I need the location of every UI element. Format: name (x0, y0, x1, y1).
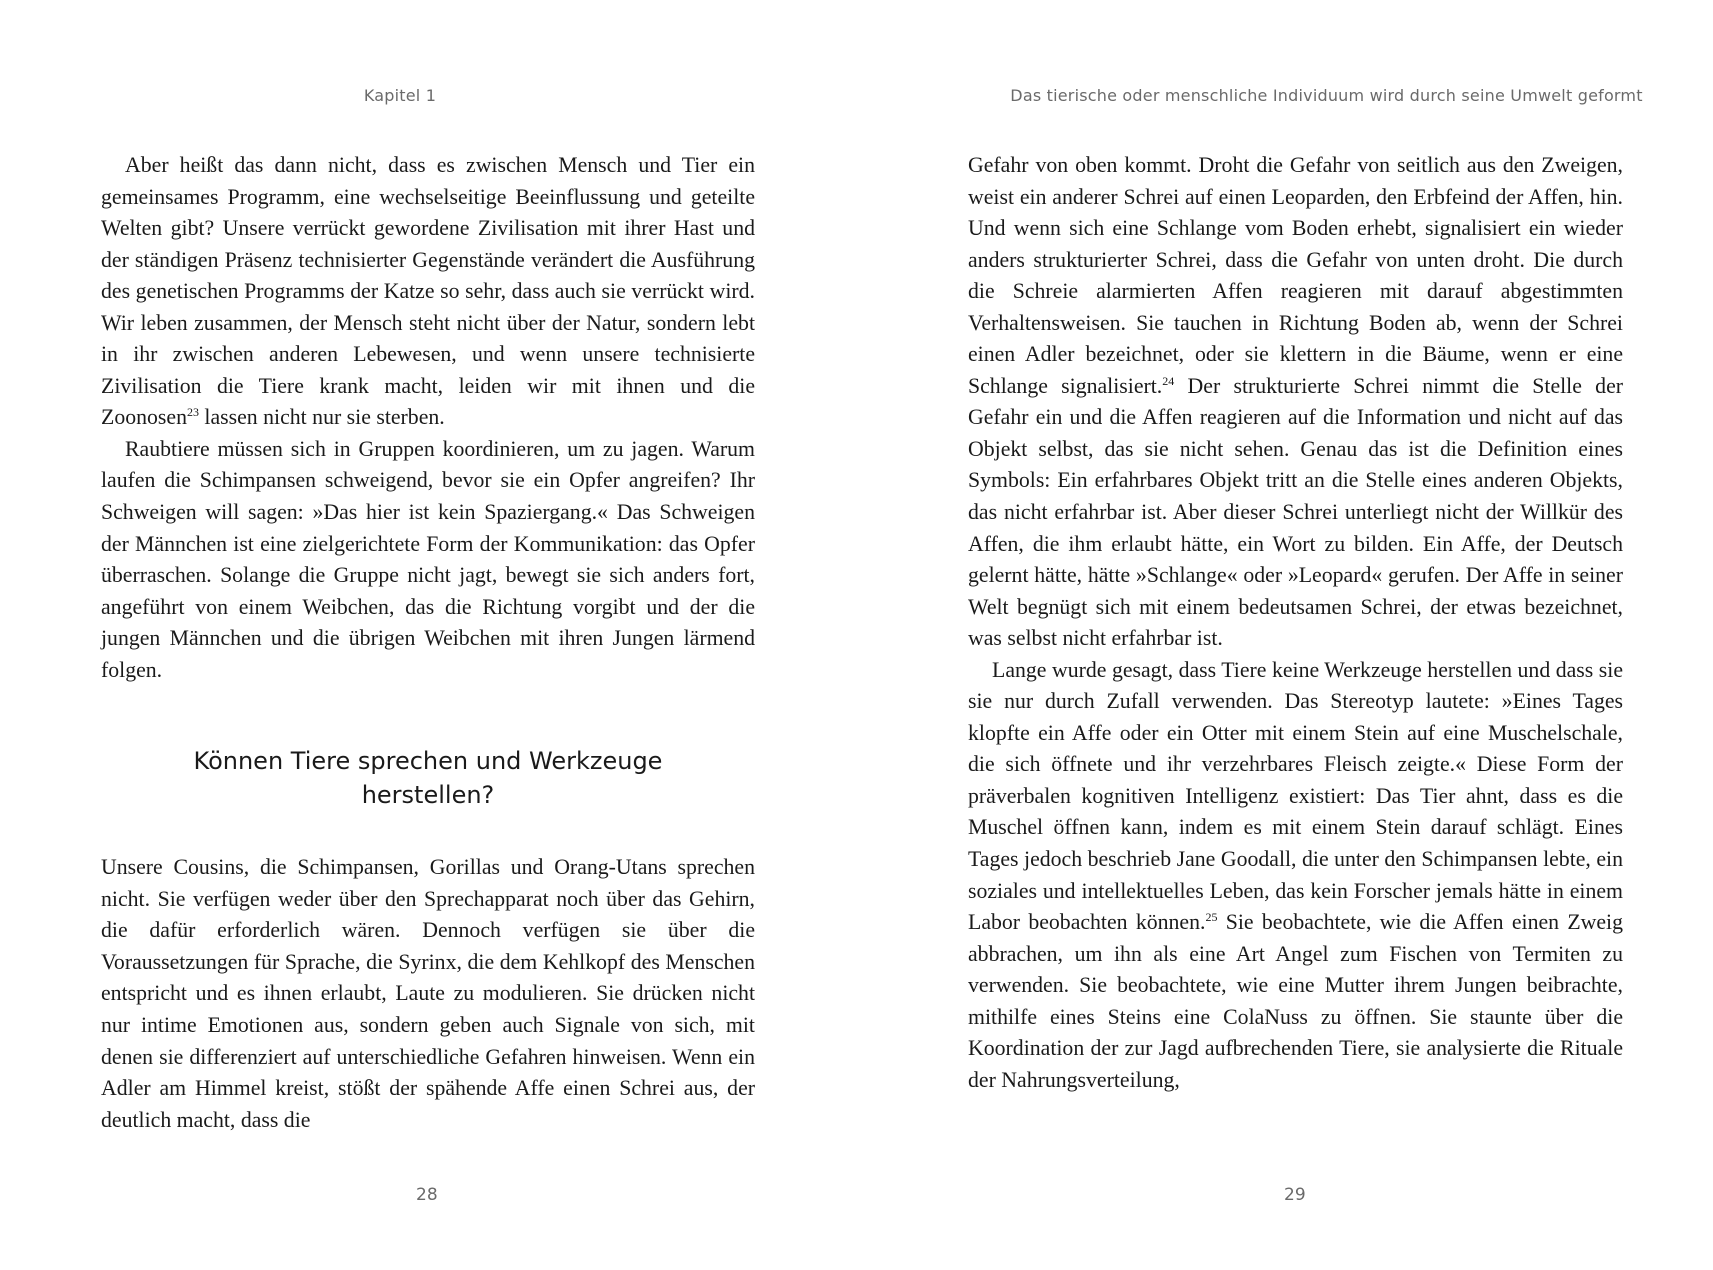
page-number-right: 29 (1284, 1185, 1306, 1205)
page-number-left: 28 (416, 1185, 438, 1205)
paragraph (968, 150, 1623, 655)
footnote-ref[interactable]: 24 (1162, 373, 1175, 388)
section-heading-line: Können Tiere sprechen und Werkzeuge (193, 747, 663, 776)
left-text-block (101, 150, 755, 1136)
paragraph (968, 655, 1623, 1097)
running-head-right: Das tierische oder menschliche Individuum wird durch seine Umwelt geformt (1010, 86, 1643, 105)
paragraph (101, 150, 755, 434)
footnote-ref[interactable]: 25 (1205, 910, 1218, 925)
paragraph-text: Der strukturierte Schrei nimmt die Stelle der Gefahr ein und die Affen reagieren auf die Information und nicht auf das Objekt selbst, das sie nicht sehen. Genau das ist die Definition eines Symbols: Ein erfahrbares Objekt tritt an die Stelle eines anderen Objekts, das nicht erfahrbar ist. Aber dieser Schrei unterliegt nicht der Willkür des Affen, die ihm erlaubt hätte, ein Wort zu bilden. Ein Affe, der Deutsch gelernt hätte, hätte »Schlange« oder »Leopard« gerufen. Der Affe in seiner Welt begnügt sich mit einem bedeutsamen Schrei, der etwas bezeichnet, was selbst nicht erfahrbar ist. (968, 373, 1623, 651)
section-heading (101, 744, 755, 812)
paragraph-text: Gefahr von oben kommt. Droht die Gefahr von seitlich aus den Zweigen, weist ein anderer Schrei auf einen Leoparden, den Erbfeind der Affen, hin. Und wenn sich eine Schlange vom Boden erhebt, signalisiert ein wieder anders strukturierter Schrei, dass die Gefahr von unten droht. Die durch die Schreie alarmierten Affen reagieren mit darauf abgestimmten Verhaltensweisen. Sie tauchen in Richtung Boden ab, wenn der Schrei einen Adler bezeichnet, oder sie klettern in die Bäume, wenn er eine Schlange signalisiert. (968, 153, 1623, 398)
footnote-ref[interactable]: 23 (186, 405, 199, 420)
paragraph-text: Sie beobachtete, wie die Affen einen Zweig abbrachen, um ihn als eine Art Angel zum Fischen von Termiten zu verwenden. Sie beobachtete, wie eine Mutter ihrem Jungen beibrachte, mithilfe eines Steins eine ColaNuss zu öffnen. Sie staunte über die Koordination der zur Jagd aufbrechenden Tiere, sie analysierte die Rituale der Nahrungsverteilung, (968, 910, 1623, 1092)
right-text-block (968, 150, 1623, 1096)
running-head-left: Kapitel 1 (363, 86, 437, 105)
right-page (856, 0, 1713, 1270)
paragraph-text: lassen nicht nur sie sterben. (198, 405, 445, 430)
left-page (0, 0, 856, 1270)
paragraph: Unsere Cousins, die Schimpansen, Gorillas und Orang-Utans sprechen nicht. Sie verfügen weder über den Sprechapparat noch über das Gehirn, die dafür erforderlich wären. Dennoch verfügen sie über die Voraussetzungen für Sprache, die Syrinx, die dem Kehlkopf des Menschen entspricht und es ihnen erlaubt, Laute zu modulieren. Sie drücken nicht nur intime Emotionen aus, sondern geben auch Signale von sich, mit denen sie differenziert auf unterschiedliche Gefahren hinweisen. Wenn ein Adler am Himmel kreist, stößt der spähende Affe einen Schrei aus, der deutlich macht, dass die (101, 855, 755, 1132)
paragraph: Raubtiere müssen sich in Gruppen koordinieren, um zu jagen. Warum laufen die Schimpansen schweigend, bevor sie ein Opfer angreifen? Ihr Schweigen will sagen: »Das hier ist kein Spaziergang.« Das Schweigen der Männchen ist eine zielgerichtete Form der Kommunikation: das Opfer überraschen. Solange die Gruppe nicht jagt, bewegt sie sich anders fort, angeführt von einem Weibchen, das die Richtung vorgibt und der die jungen Männchen und die übrigen Weibchen mit ihren Jungen lärmend folgen. (101, 436, 755, 682)
section-heading-line: herstellen? (361, 781, 495, 810)
paragraph-text: Aber heißt das dann nicht, dass es zwischen Mensch und Tier ein gemeinsames Programm, eine wechselseitige Beeinflussung und geteilte Welten gibt? Unsere verrückt gewordene Zivilisation mit ihrer Hast und der ständigen Präsenz technisierter Gegenstände verändert die Ausführung des genetischen Programms der Katze so sehr, dass auch sie verrückt wird. Wir leben zusammen, der Mensch steht nicht über der Natur, sondern lebt in ihr zwischen anderen Lebewesen, und wenn unsere technisierte Zivilisation die Tiere krank macht, leiden wir mit ihnen und die Zoonosen (101, 153, 755, 430)
paragraph-text: Lange wurde gesagt, dass Tiere keine Werkzeuge herstellen und dass sie sie nur durch Zufall verwenden. Das Stereotyp lautete: »Eines Tages klopfte ein Affe oder ein Otter mit einem Stein auf eine Muschelschale, die sich öffnete und ihr verzehrbares Fleisch zeigte.« Diese Form der präverbalen kognitiven Intelligenz existiert: Das Tier ahnt, dass es die Muschel öffnen kann, indem es mit einem Stein darauf schlägt. Eines Tages jedoch beschrieb Jane Goodall, die unter den Schimpansen lebte, ein soziales und intellektuelles Leben, das kein Forscher jemals hätte in einem Labor beobachten können. (968, 657, 1623, 935)
